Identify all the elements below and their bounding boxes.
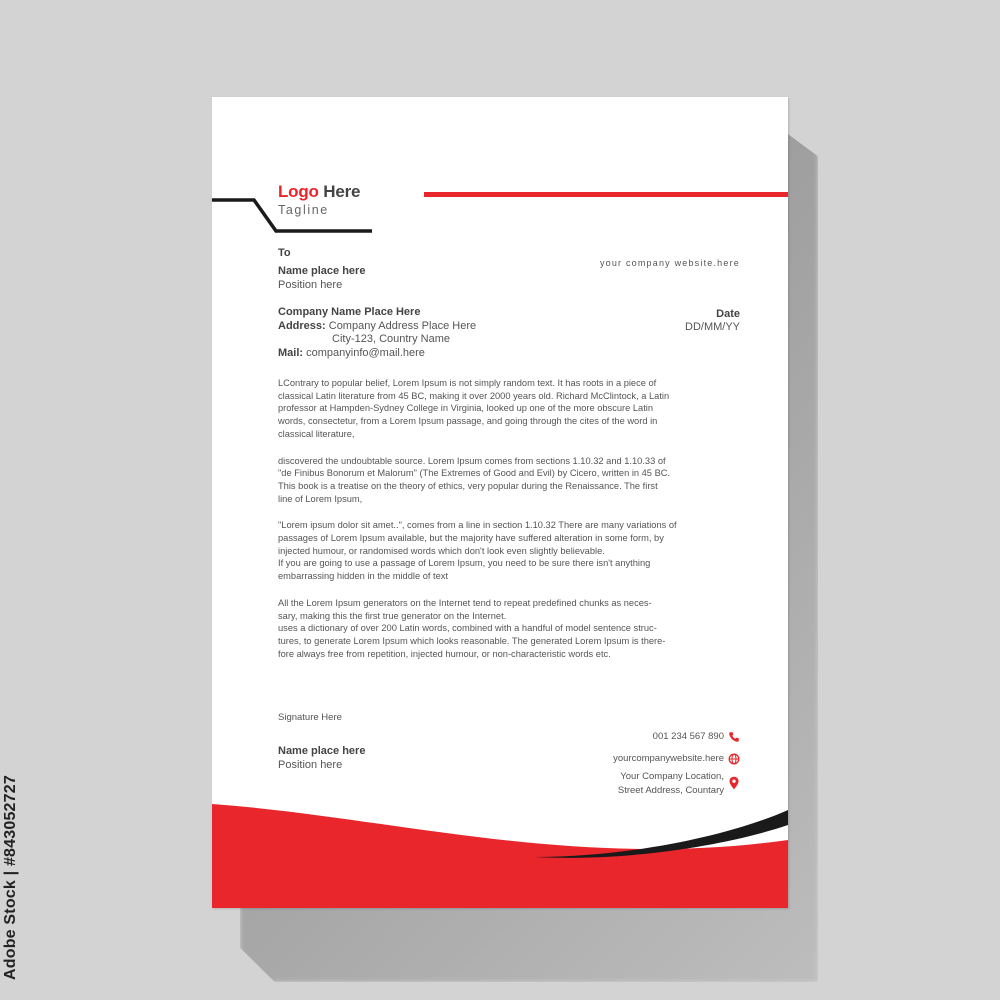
recipient-name: Name place here [278, 265, 366, 277]
location-line-2: Street Address, Countary [617, 784, 724, 796]
logo-word-1: Logo [278, 182, 319, 201]
footer-red-wave [212, 804, 788, 908]
letter-body [278, 377, 740, 674]
header-red-bar [424, 192, 788, 197]
date-label: Date [716, 308, 740, 320]
website-top: your company website.here [599, 258, 740, 268]
signature-label: Signature Here [278, 712, 342, 723]
location-line-1: Your Company Location, [620, 771, 724, 782]
tagline: Tagline [278, 203, 329, 217]
phone-icon [728, 731, 740, 743]
letterhead-page [212, 97, 788, 908]
contact-location [618, 770, 724, 797]
recipient-block [278, 265, 365, 292]
body-paragraph: LContrary to popular belief, Lorem Ipsum is not simply random text. It has roots in a piece of classical Latin literature from 45 BC, making it over 2000 years old. Richard McClintock, a Latin professor at Hampden-Sydney College in Virginia, looked up one of the more obscure Latin words, consectetur, from a Lorem Ipsum passage, and going through the cites of the word in classical literature, [278, 378, 670, 439]
signer-name: Name place here [278, 745, 366, 757]
mail-label: Mail: [278, 346, 304, 359]
contact-phone: 001 234 567 890 [652, 731, 724, 742]
logo [278, 182, 360, 202]
globe-icon [728, 753, 740, 765]
company-block [278, 306, 476, 360]
company-name: Company Name Place Here [278, 306, 421, 318]
recipient-position: Position here [278, 278, 343, 291]
logo-word-2: Here [323, 182, 361, 201]
body-paragraph: discovered the undoubtable source. Lorem Ipsum comes from sections 1.10.32 and 1.10.33 of "de Finibus Bonorum et Malorum" (The Extremes of Good and Evil) by Cicero, written in 45 BC. This book is a treatise on the theory of ethics, very popular during the Renaissance. The first line of Lorem Ipsum, [278, 455, 671, 504]
location-pin-icon [728, 776, 740, 790]
address-line-2: City-123, Country Name [332, 333, 450, 345]
contact-website: yourcompanywebsite.here [613, 753, 724, 764]
to-label: To [278, 247, 291, 259]
address-label: Address: [278, 319, 326, 332]
mail-value: companyinfo@mail.here [306, 346, 425, 359]
address-line-1: Company Address Place Here [328, 319, 477, 332]
stock-id-label: Adobe Stock | #843052727 [2, 775, 19, 980]
signer-position: Position here [278, 759, 343, 771]
date-value: DD/MM/YY [685, 321, 740, 333]
body-paragraph: All the Lorem Ipsum generators on the Internet tend to repeat predefined chunks as neces- sary, making this the first true generator on the Internet. uses a dictionary of over 200 Latin words, combined with a handful of model sentence struc- tures, to generate Lorem Ipsum which looks reasonable. The generated Lorem Ipsum is there- fore always free from repetition, injected humour, or non-characteristic words etc. [278, 597, 666, 659]
body-paragraph: "Lorem ipsum dolor sit amet..", comes from a line in section 1.10.32 There are many variations of passages of Lorem Ipsum available, but the majority have suffered alteration in some form, by injected humour, or randomised words which don't look even slightly believable. If you are going to use a passage of Lorem Ipsum, you need to be sure there isn't anything embarrassing hidden in the middle of text [278, 520, 677, 582]
